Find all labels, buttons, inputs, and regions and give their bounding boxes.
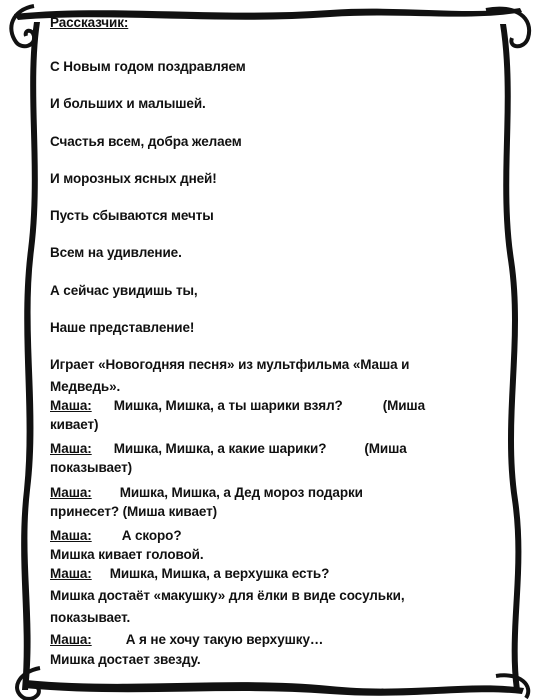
- music-note-line-1: Играет «Новогодняя песня» из мультфильма «Маша и: [50, 357, 410, 372]
- scroll-bottom-edge: [24, 680, 524, 696]
- speaker-masha: Маша:: [50, 528, 92, 543]
- speaker-masha: Маша:: [50, 566, 92, 581]
- line-text: А скоро?: [121, 528, 182, 543]
- line-text: Мишка, Мишка, а верхушка есть?: [109, 566, 330, 581]
- dialogue-1: [50, 397, 425, 415]
- speaker-masha: Маша:: [50, 441, 92, 456]
- dialogue-3-cont: принесет? (Миша кивает): [50, 504, 218, 519]
- dialogue-3: [50, 484, 363, 502]
- speaker-masha: Маша:: [50, 398, 92, 413]
- line-text: А я не хочу такую верхушку…: [125, 632, 324, 647]
- stage-direction: (Миша: [382, 398, 425, 413]
- scroll-left-edge: [21, 22, 40, 690]
- dialogue-5: [50, 565, 329, 583]
- poem-line-4: И морозных ясных дней!: [50, 171, 217, 186]
- dialogue-5-cont2: показывает.: [50, 610, 131, 625]
- stage-direction: (Миша: [364, 441, 407, 456]
- poem-line-5: Пусть сбываются мечты: [50, 208, 214, 223]
- dialogue-4: [50, 527, 181, 545]
- speaker-masha: Маша:: [50, 485, 92, 500]
- dialogue-6: [50, 631, 323, 649]
- poem-line-7: А сейчас увидишь ты,: [50, 283, 198, 298]
- dialogue-6-cont: Мишка достает звезду.: [50, 652, 201, 667]
- poem-line-1: С Новым годом поздравляем: [50, 59, 246, 74]
- music-note-line-2: Медведь».: [50, 379, 121, 394]
- dialogue-2: [50, 440, 407, 458]
- scroll-right-edge: [500, 24, 521, 690]
- poem-line-3: Счастья всем, добра желаем: [50, 134, 242, 149]
- dialogue-5-cont: Мишка достаёт «макушку» для ёлки в виде сосульки,: [50, 588, 405, 603]
- scroll-top-left-curl: [11, 6, 34, 46]
- dialogue-1-cont: кивает): [50, 417, 99, 432]
- line-text: Мишка, Мишка, а Дед мороз подарки: [119, 485, 363, 500]
- poem-line-8: Наше представление!: [50, 320, 195, 335]
- poem-line-6: Всем на удивление.: [50, 245, 182, 260]
- poem-line-2: И больших и малышей.: [50, 96, 206, 111]
- dialogue-2-cont: показывает): [50, 460, 133, 475]
- line-text: Мишка, Мишка, а какие шарики?: [113, 441, 327, 456]
- narrator-label: Рассказчик:: [50, 15, 129, 30]
- line-text: Мишка, Мишка, а ты шарики взял?: [113, 398, 343, 413]
- speaker-masha: Маша:: [50, 632, 92, 647]
- dialogue-4-cont: Мишка кивает головой.: [50, 547, 204, 562]
